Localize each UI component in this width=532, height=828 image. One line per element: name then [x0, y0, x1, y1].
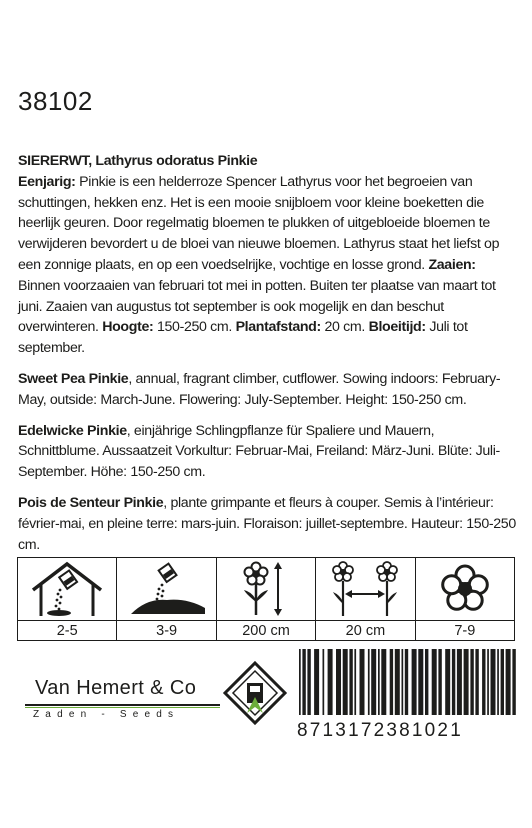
pictogram-label: 3-9 — [156, 622, 178, 639]
paragraph-english — [18, 369, 518, 411]
barcode-bar — [432, 649, 437, 715]
text-run: Binnen voorzaaien van februari tot mei in potten. Buiten ter plaatse van maart tot juni. Zaaien van augustus tot september is ook mogelijk en dan beschut overwinteren. — [18, 277, 496, 336]
barcode-bar — [512, 649, 515, 715]
pictogram-indoor-sowing — [18, 558, 117, 640]
text-bold: Zaaien: — [428, 256, 476, 273]
text-bold: Hoogte: — [102, 319, 154, 336]
barcode-bar — [491, 649, 496, 715]
barcode-bar — [405, 649, 408, 715]
barcode-bar — [323, 649, 325, 715]
text-run: 150-250 cm. — [153, 319, 236, 336]
text-run: , annual, fragrant climber, cutflower. Sowing indoors: February-May, outside: March-June. Flowering: July-September. Height: 150-250 cm. — [18, 370, 501, 408]
barcode-bar — [501, 649, 504, 715]
pictogram-spacing — [316, 558, 415, 640]
text-bold: Edelwicke Pinkie — [18, 422, 127, 439]
indoor-sowing-icon — [27, 560, 107, 618]
pictogram-label: 7-9 — [454, 622, 476, 639]
pictogram-label: 2-5 — [56, 622, 78, 639]
paragraph-heading: SIERERWT, Lathyrus odoratus Pinkie — [18, 153, 258, 169]
brand-tagline: Zaden - Seeds — [33, 709, 180, 720]
paragraph-dutch — [18, 151, 518, 359]
barcode-bar — [425, 649, 428, 715]
pictogram-flowering — [416, 558, 514, 640]
text-bold: Plantafstand: — [235, 319, 321, 336]
barcode-bar — [452, 649, 455, 715]
barcode — [299, 649, 517, 719]
pictogram-strip — [17, 557, 515, 641]
text-run: Pinkie is een helderroze Spencer Lathyrus voor het begroeien van schuttingen, hekken enz. Het is een mooie snijbloem voor kleine boeketten die heerlijk geuren. Door regelmatig bloemen te plukken of uitgebloeide bloemen te verwijderen bevordert u de bloei van nieuwe bloemen. Lathyrus staat het liefst op een zonnige plaats, en op een voedselrijke, vochtige en losse grond. — [18, 173, 500, 273]
paragraph-german — [18, 421, 518, 483]
text-bold: Pois de Senteur Pinkie — [18, 494, 164, 511]
barcode-bar — [371, 649, 376, 715]
barcode-bar — [457, 649, 462, 715]
text-run: , plante grimpante et fleurs à couper. Semis à l’intérieur: février-mai, en pleine terre: mars-juin. Floraison: juillet-septembre. Hauteur: 150-250 cm. — [18, 494, 516, 553]
barcode-bar — [328, 649, 333, 715]
barcode-bar — [360, 649, 365, 715]
barcode-bar — [314, 649, 319, 715]
barcode-bar — [412, 649, 417, 715]
barcode-bar — [368, 649, 370, 715]
text-bold: Bloeitijd: — [368, 319, 426, 336]
article-number: 38102 — [18, 86, 93, 116]
plant-height-icon — [226, 560, 306, 618]
brand-underline — [25, 704, 220, 706]
barcode-bar — [354, 649, 356, 715]
barcode-bar — [506, 649, 511, 715]
flowering-icon — [425, 560, 505, 618]
pictogram-height — [217, 558, 316, 640]
text-run: Juli tot september. — [18, 319, 468, 357]
barcode-bar — [395, 649, 400, 715]
text-bold: Eenjarig: — [18, 173, 76, 190]
barcode-bar — [299, 649, 301, 715]
barcode-bar — [487, 649, 489, 715]
description-text — [18, 151, 518, 565]
text-run: , einjährige Schlingpflanze für Spaliere und Mauern, Schnittblume. Aussaatzeit Vorkultur: Februar-Mai, Freiland: März-Juni. Blüte: Juli-September. Höhe: 150-250 cm. — [18, 422, 500, 481]
barcode-bar — [475, 649, 478, 715]
pictogram-label: 20 cm — [345, 622, 386, 639]
pictogram-outdoor-sowing — [117, 558, 216, 640]
barcode-number: 8713172381021 — [297, 720, 463, 741]
barcode-bar — [438, 649, 441, 715]
barcode-bar — [470, 649, 473, 715]
barcode-bar — [418, 649, 423, 715]
outdoor-sowing-icon — [127, 560, 207, 618]
plant-spacing-icon — [325, 560, 405, 618]
barcode-bar — [464, 649, 469, 715]
text-run: 20 cm. — [320, 319, 369, 336]
brand-emblem-icon — [223, 661, 287, 725]
barcode-bar — [402, 649, 404, 715]
barcode-bar — [378, 649, 380, 715]
barcode-bar — [445, 649, 450, 715]
barcode-bar — [349, 649, 352, 715]
barcode-bar — [307, 649, 310, 715]
pictogram-label: 200 cm — [242, 622, 290, 639]
brand-name: Van Hemert & Co — [35, 677, 197, 699]
paragraph-french — [18, 493, 518, 555]
barcode-bar — [336, 649, 341, 715]
barcode-bar — [302, 649, 305, 715]
barcode-bar — [381, 649, 386, 715]
barcode-bar — [497, 649, 499, 715]
barcode-bar — [482, 649, 485, 715]
barcode-bar — [390, 649, 393, 715]
brand-accent-line — [25, 707, 220, 708]
text-bold: Sweet Pea Pinkie — [18, 370, 129, 387]
barcode-bar — [343, 649, 348, 715]
